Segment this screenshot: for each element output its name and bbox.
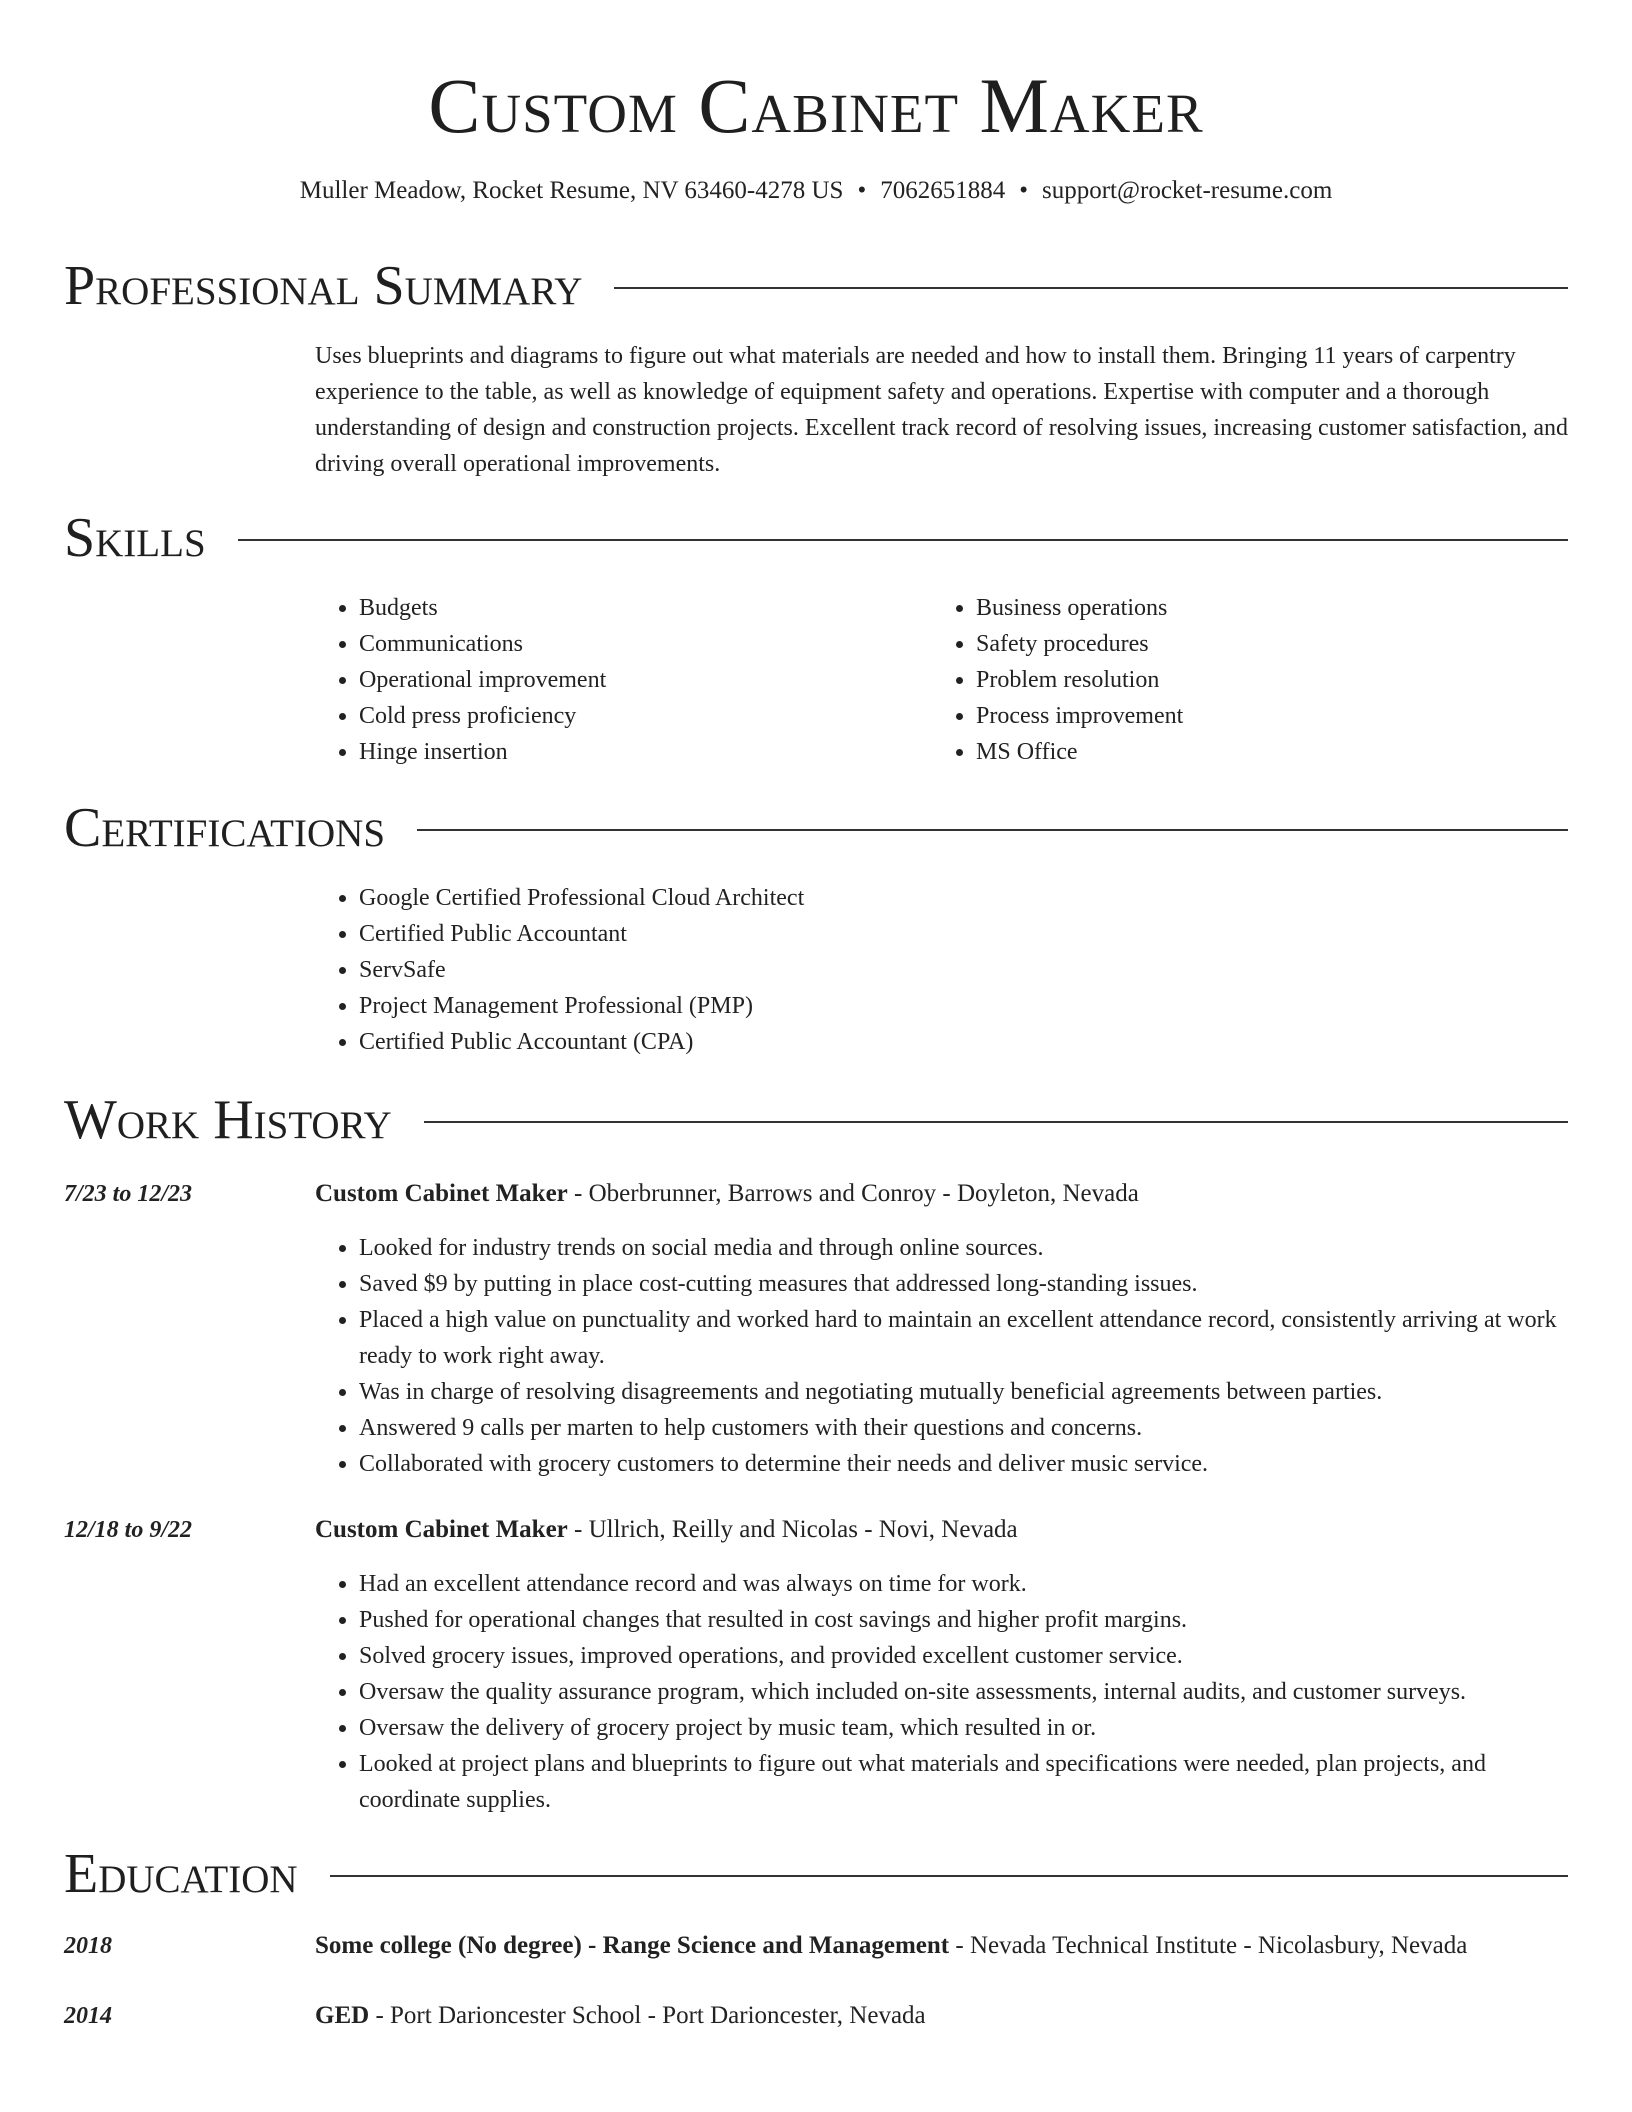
skill-item: • Process improvement — [976, 698, 1532, 734]
section-title-education: Education — [64, 1843, 298, 1905]
job-bullet: • Looked at project plans and blueprints to figure out what materials and specifications were needed, plan projects, and coordinate supplies. — [359, 1746, 1568, 1818]
summary-text: Uses blueprints and diagrams to figure out what materials are needed and how to install them. Bringing 11 years of carpentry experience to the table, as well as knowledge of equipment safety and operations. Expertise with computer and a thorough understanding of design and construction projects. Excellent track record of resolving issues, increasing customer satisfaction, and driving overall operational improvements. — [315, 343, 1568, 477]
contact-line — [0, 174, 1632, 208]
certification-item: • Certified Public Accountant — [359, 916, 1515, 952]
education-year: 2014 — [64, 2003, 112, 2029]
education-degree: GED — [315, 2002, 370, 2029]
job-bullet: • Pushed for operational changes that resulted in cost savings and higher profit margins. — [359, 1602, 1568, 1638]
resume-title: Custom Cabinet Maker — [428, 62, 1204, 149]
skill-item: • Safety procedures — [976, 626, 1532, 662]
job-heading — [315, 1512, 1568, 1548]
education-entry — [315, 1928, 1568, 1964]
section-divider — [614, 287, 1568, 289]
job-employer: - Ullrich, Reilly and Nicolas - Novi, Nevada — [567, 1516, 1018, 1543]
section-header-skills — [64, 506, 1568, 570]
certification-item: • ServSafe — [359, 952, 1515, 988]
job-bullets — [315, 1230, 1568, 1482]
certification-item: • Certified Public Accountant (CPA) — [359, 1024, 1515, 1060]
job-bullet: • Had an excellent attendance record and was always on time for work. — [359, 1566, 1568, 1602]
contact-separator: • — [857, 177, 867, 204]
section-divider — [330, 1875, 1568, 1877]
education-school: - Nevada Technical Institute - Nicolasbury, Nevada — [949, 1932, 1468, 1959]
skill-item: • Budgets — [359, 590, 875, 626]
skill-item: • MS Office — [976, 734, 1532, 770]
job-bullet: • Oversaw the delivery of grocery project by music team, which resulted in or. — [359, 1710, 1568, 1746]
job-bullet: • Placed a high value on punctuality and worked hard to maintain an excellent attendance record, consistently arriving at work ready to work right away. — [359, 1302, 1568, 1374]
education-degree: Some college (No degree) - Range Science and Management — [315, 1932, 950, 1959]
section-header-work-history — [64, 1088, 1568, 1152]
job-employer: - Oberbrunner, Barrows and Conroy - Doyleton, Nevada — [567, 1180, 1139, 1207]
contact-phone: 7062651884 — [880, 177, 1006, 204]
section-header-certifications — [64, 796, 1568, 860]
job-bullet: • Saved $9 by putting in place cost-cutting measures that addressed long-standing issues. — [359, 1266, 1568, 1302]
skill-item: • Problem resolution — [976, 662, 1532, 698]
certification-item: • Google Certified Professional Cloud Architect — [359, 880, 1515, 916]
certifications-list — [315, 880, 1515, 1060]
education-school: - Port Darioncester School - Port Darioncester, Nevada — [369, 2002, 926, 2029]
skill-item: • Business operations — [976, 590, 1532, 626]
section-title-work-history: Work History — [64, 1089, 392, 1151]
job-title: Custom Cabinet Maker — [315, 1180, 568, 1207]
job-bullet: • Solved grocery issues, improved operations, and provided excellent customer service. — [359, 1638, 1568, 1674]
job-bullet: • Looked for industry trends on social media and through online sources. — [359, 1230, 1568, 1266]
contact-address: Muller Meadow, Rocket Resume, NV 63460-4278 US — [299, 177, 844, 204]
section-divider — [238, 539, 1568, 541]
job-heading — [315, 1176, 1568, 1212]
job-title: Custom Cabinet Maker — [315, 1516, 568, 1543]
skill-item: • Operational improvement — [359, 662, 875, 698]
skill-item: • Cold press proficiency — [359, 698, 875, 734]
skill-item: • Hinge insertion — [359, 734, 875, 770]
education-year: 2018 — [64, 1933, 112, 1959]
job-bullet: • Oversaw the quality assurance program, which included on-site assessments, internal audits, and customer surveys. — [359, 1674, 1568, 1710]
education-entry — [315, 1998, 1568, 2034]
certification-item: • Project Management Professional (PMP) — [359, 988, 1515, 1024]
section-divider — [417, 829, 1568, 831]
skills-column-left — [315, 590, 875, 770]
section-header-education — [64, 1842, 1568, 1906]
job-bullets — [315, 1566, 1568, 1818]
section-divider — [424, 1121, 1568, 1123]
job-bullet: • Answered 9 calls per marten to help customers with their questions and concerns. — [359, 1410, 1568, 1446]
skills-column-right — [932, 590, 1532, 770]
job-dates: 12/18 to 9/22 — [64, 1517, 193, 1543]
section-title-skills: Skills — [64, 507, 206, 569]
contact-email: support@rocket-resume.com — [1041, 177, 1333, 204]
section-title-summary: Professional Summary — [64, 255, 583, 317]
skill-item: • Communications — [359, 626, 875, 662]
job-dates: 7/23 to 12/23 — [64, 1181, 193, 1207]
job-bullet: • Collaborated with grocery customers to determine their needs and deliver music service. — [359, 1446, 1568, 1482]
section-title-certifications: Certifications — [64, 797, 386, 859]
contact-separator: • — [1019, 177, 1028, 204]
section-header-summary — [64, 254, 1568, 318]
job-bullet: • Was in charge of resolving disagreements and negotiating mutually beneficial agreements between parties. — [359, 1374, 1568, 1410]
